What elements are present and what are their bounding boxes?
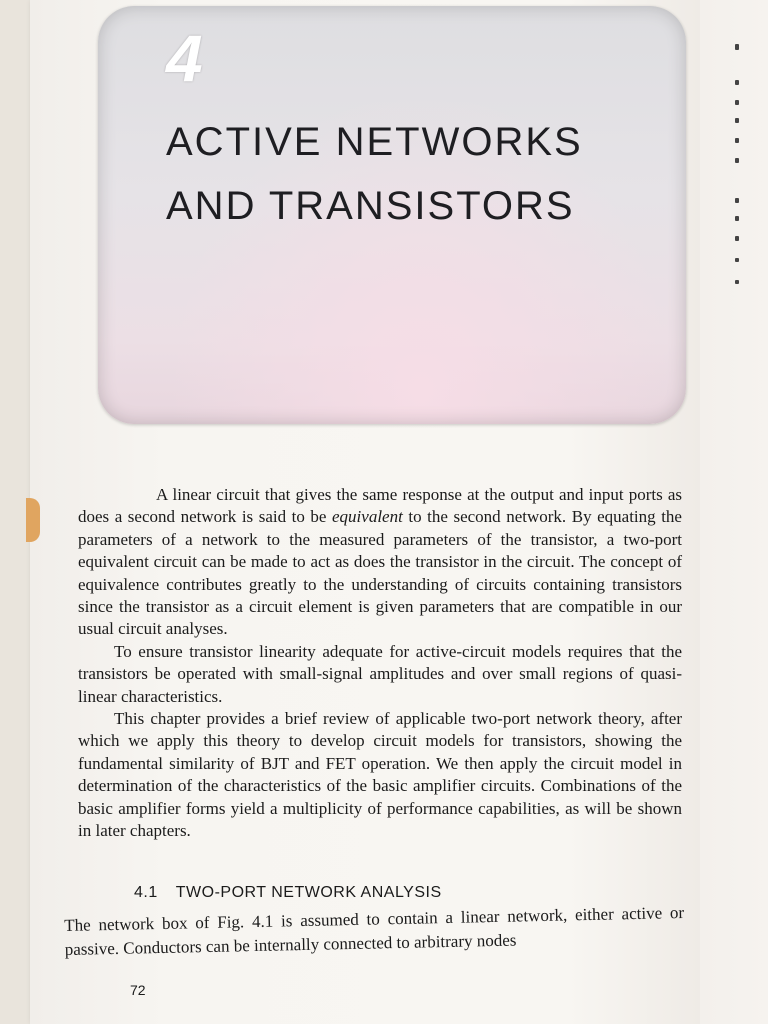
section-paragraph: The network box of Fig. 4.1 is assumed to contain a linear network, either active or passive. Conductors can be internally connected to arbitrary nodes — [64, 903, 685, 959]
intro-paragraph-1-emphasis: equivalent — [332, 507, 403, 527]
adjacent-page-edge — [700, 0, 768, 1024]
chapter-title-line-2: AND TRANSISTORS — [166, 184, 575, 228]
intro-paragraph-1-text-b: to the second network. By equating the parameters of a network to the measured parameters of the transistor, a two-port equivalent circuit can be made to act as does the transistor in the circuit. The concept of equivalence contributes greatly to the understanding of circuits containing transistors since the transistor as a circuit element is given parameters that are compatible in our usual circuit analyses. — [78, 507, 682, 639]
chapter-header-box — [98, 6, 686, 424]
page-tab-marker — [26, 498, 40, 542]
chapter-number: 4 — [166, 21, 203, 95]
section-heading — [134, 884, 442, 902]
intro-paragraph-1 — [78, 484, 682, 641]
intro-paragraph-3: This chapter provides a brief review of applicable two-port network theory, after which we apply this theory to develop circuit models for transistors, showing the fundamental similarity of BJT and FET operation. We then apply the circuit model in determination of the characteristics of the basic amplifier circuits. Combinations of the basic amplifier forms yield a multiplicity of performance capabilities, as will be shown in later chapters. — [78, 709, 682, 841]
page-number: 72 — [130, 982, 146, 998]
section-title: TWO-PORT NETWORK ANALYSIS — [175, 884, 442, 901]
chapter-title — [166, 110, 676, 238]
chapter-title-line-1: ACTIVE NETWORKS — [166, 120, 583, 164]
intro-paragraph-1-text-a: A linear circuit that gives the same response at the output and input ports as does a second network is said to be — [78, 485, 682, 527]
section-number: 4.1 — [134, 884, 158, 901]
intro-paragraph-2: To ensure transistor linearity adequate for active-circuit models requires that the transistors be operated with small-signal amplitudes and over small regions of quasi-linear characteristics. — [78, 641, 682, 706]
chapter-intro — [78, 484, 682, 843]
